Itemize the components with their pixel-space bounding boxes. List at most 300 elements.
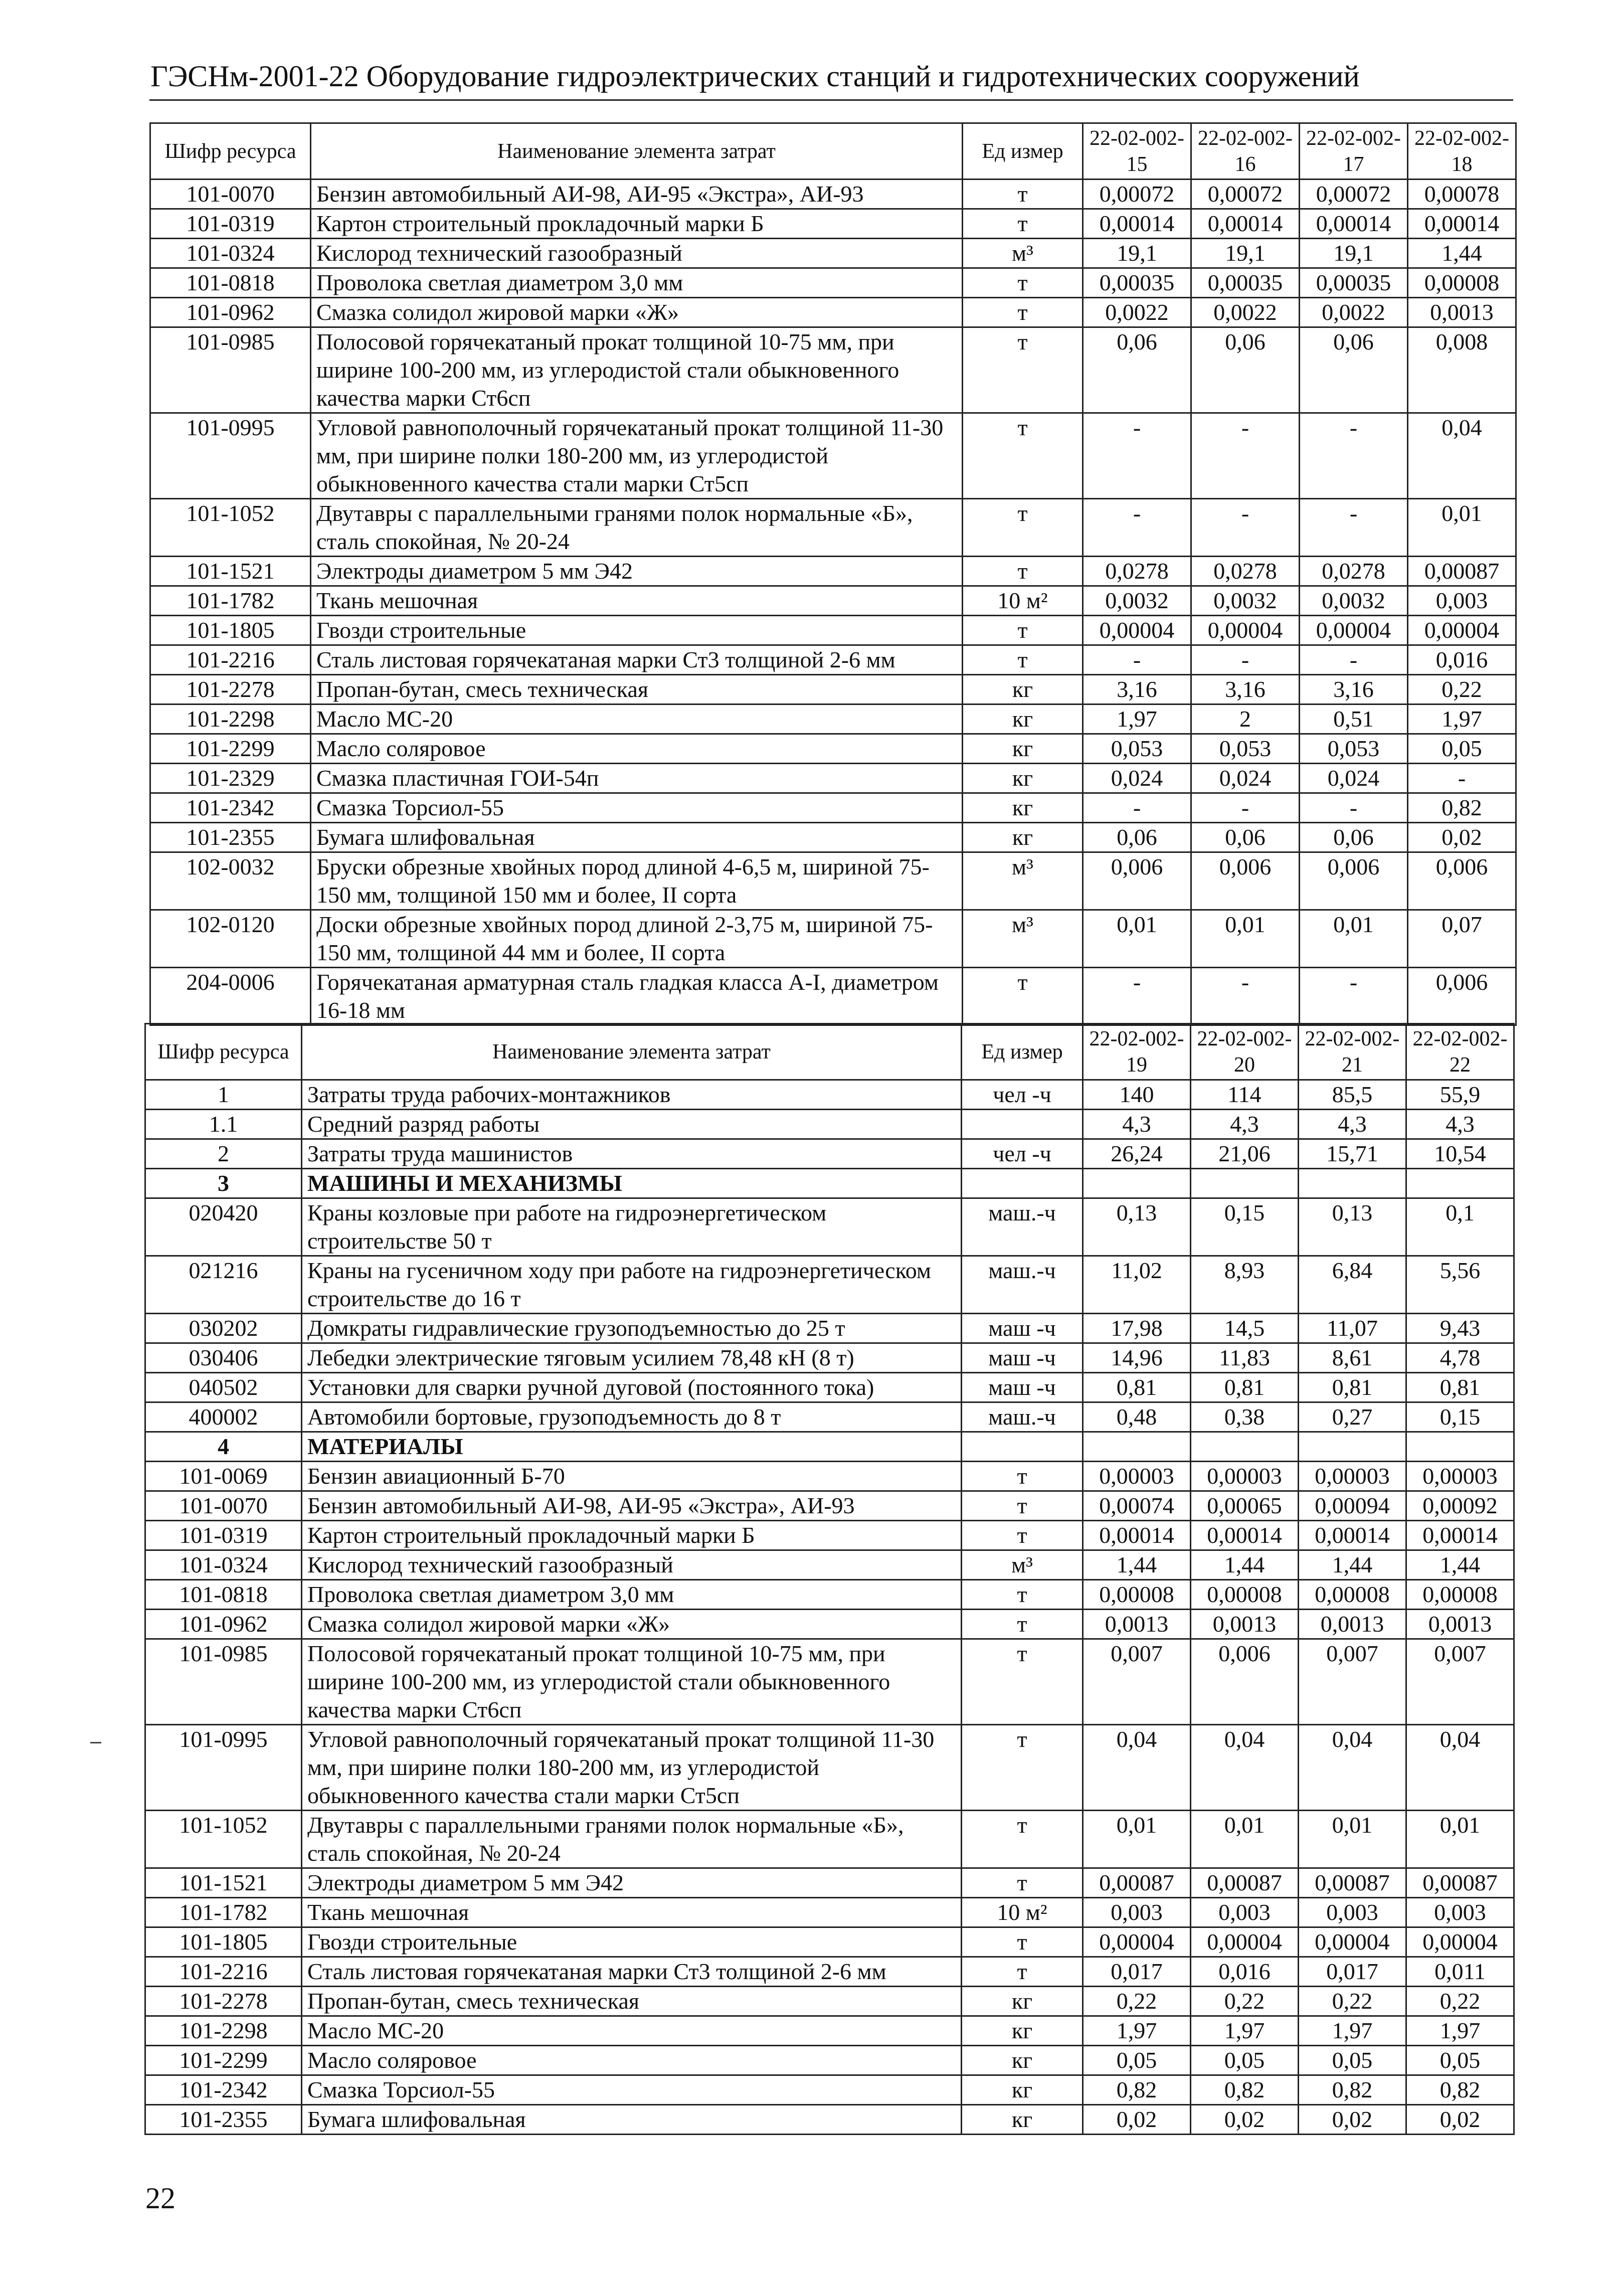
table-row	[145, 1927, 1514, 1957]
table-row	[145, 1314, 1514, 1343]
page-header: ГЭСНм-2001-22 Оборудование гидроэлектрических станций и гидротехнических сооружений	[150, 60, 1360, 93]
cell-value	[1083, 1169, 1191, 1198]
cell-value	[1299, 1432, 1406, 1462]
cell-code: 101-0995	[145, 1725, 302, 1811]
cell-value: 0,00092	[1406, 1491, 1514, 1521]
cell-code: 101-2329	[150, 764, 311, 793]
cell-unit: маш.-ч	[962, 1256, 1083, 1314]
cell-value: -	[1300, 499, 1408, 557]
cell-unit: т	[962, 1957, 1083, 1987]
cell-value: 0,81	[1083, 1373, 1191, 1402]
cell-value: 0,05	[1191, 2046, 1299, 2075]
table-row	[145, 1139, 1514, 1169]
header-col: 22-02-002-17	[1300, 123, 1408, 180]
cell-unit: т	[963, 298, 1083, 327]
cell-value: 0,0022	[1191, 298, 1300, 327]
cell-value: 0,81	[1406, 1373, 1514, 1402]
cell-unit: т	[963, 645, 1083, 675]
cell-value: 0,00087	[1408, 557, 1516, 586]
cell-value: 21,06	[1191, 1139, 1299, 1169]
cell-code: 101-2216	[145, 1957, 302, 1987]
cell-unit: 10 м²	[963, 586, 1083, 616]
cell-code: 102-0032	[150, 852, 311, 910]
cell-code: 4	[145, 1432, 302, 1462]
cell-name: Доски обрезные хвойных пород длиной 2-3,75 м, шириной 75-150 мм, толщиной 44 мм и более, II сорта	[311, 910, 963, 968]
cell-value: 0,00008	[1408, 268, 1516, 298]
cell-code: 102-0120	[150, 910, 311, 968]
table-row	[150, 298, 1516, 327]
cell-value	[1406, 1169, 1514, 1198]
cell-code: 3	[145, 1169, 302, 1198]
cell-name: Краны козловые при работе на гидроэнергетическом строительстве 50 т	[302, 1198, 962, 1256]
cell-value: 0,00072	[1083, 180, 1191, 209]
table-header-row	[145, 1024, 1514, 1080]
cell-name: Картон строительный прокладочный марки Б	[311, 209, 963, 239]
table-row	[150, 968, 1516, 1025]
cell-value	[1191, 1432, 1299, 1462]
table-row	[150, 327, 1516, 413]
table-row	[150, 239, 1516, 268]
cell-value: 0,22	[1191, 1987, 1299, 2016]
cell-value: 0,06	[1191, 327, 1300, 413]
cell-value: 0,27	[1299, 1402, 1406, 1432]
cell-name: Смазка солидол жировой марки «Ж»	[311, 298, 963, 327]
cell-value: 0,22	[1408, 675, 1516, 704]
cell-name: Автомобили бортовые, грузоподъемность до 8 т	[302, 1402, 962, 1432]
cell-value: 0,0278	[1083, 557, 1191, 586]
cell-value: 1,44	[1406, 1550, 1514, 1580]
cell-value: 0,00004	[1191, 1927, 1299, 1957]
cell-value: 0,15	[1406, 1402, 1514, 1432]
cell-code: 1	[145, 1080, 302, 1110]
cell-unit: маш.-ч	[962, 1402, 1083, 1432]
cell-value: 9,43	[1406, 1314, 1514, 1343]
cell-value: 0,05	[1299, 2046, 1406, 2075]
cell-name: Электроды диаметром 5 мм Э42	[302, 1868, 962, 1898]
cell-value: 0,00014	[1406, 1521, 1514, 1550]
cell-unit: т	[963, 268, 1083, 298]
header-col: 22-02-002-22	[1406, 1024, 1514, 1080]
table-row	[150, 616, 1516, 645]
cell-unit: м³	[963, 239, 1083, 268]
cell-code: 101-0818	[150, 268, 311, 298]
header-col: 22-02-002-20	[1191, 1024, 1299, 1080]
cell-value: 0,48	[1083, 1402, 1191, 1432]
cell-name: Горячекатаная арматурная сталь гладкая класса А-I, диаметром 16-18 мм	[311, 968, 963, 1025]
cell-code: 101-0319	[145, 1521, 302, 1550]
cell-value: 0,00004	[1408, 616, 1516, 645]
cell-unit: т	[962, 1639, 1083, 1725]
cell-value: 8,93	[1191, 1256, 1299, 1314]
cell-value: 0,007	[1083, 1639, 1191, 1725]
cell-value: 0,053	[1300, 734, 1408, 764]
cell-value: 0,06	[1191, 823, 1300, 852]
cell-value: 0,00003	[1406, 1462, 1514, 1491]
cell-value: 0,0013	[1191, 1610, 1299, 1639]
cell-code: 101-1782	[145, 1898, 302, 1927]
cell-value: 0,06	[1083, 327, 1191, 413]
table-row	[145, 1811, 1514, 1868]
header-rule	[149, 99, 1513, 101]
cell-value: 85,5	[1299, 1080, 1406, 1110]
cell-name: Кислород технический газообразный	[302, 1550, 962, 1580]
header-col: 22-02-002-18	[1408, 123, 1516, 180]
cell-value: 0,01	[1191, 1811, 1299, 1868]
cell-name: Смазка Торсиол-55	[302, 2075, 962, 2105]
cell-value: 0,02	[1408, 823, 1516, 852]
cell-value: 0,006	[1191, 852, 1300, 910]
table-row	[145, 1080, 1514, 1110]
table-row	[145, 1110, 1514, 1139]
table-row	[150, 180, 1516, 209]
cell-name: Пропан-бутан, смесь техническая	[311, 675, 963, 704]
header-col: 22-02-002-21	[1299, 1024, 1406, 1080]
cell-value: 0,00014	[1191, 1521, 1299, 1550]
header-col: 22-02-002-15	[1083, 123, 1191, 180]
cell-value: 14,5	[1191, 1314, 1299, 1343]
cell-code: 101-1521	[150, 557, 311, 586]
table-row	[150, 852, 1516, 910]
cell-value: 0,00065	[1191, 1491, 1299, 1521]
cell-value: 4,3	[1406, 1110, 1514, 1139]
cell-code: 101-0985	[145, 1639, 302, 1725]
cell-value: 0,007	[1299, 1639, 1406, 1725]
cell-value: 1,44	[1191, 1550, 1299, 1580]
cell-value: 0,00008	[1406, 1580, 1514, 1610]
cell-unit: чел -ч	[962, 1139, 1083, 1169]
cell-name: Бумага шлифовальная	[302, 2105, 962, 2135]
cell-unit: кг	[962, 2046, 1083, 2075]
cell-value: 0,016	[1191, 1957, 1299, 1987]
cell-value: 0,00008	[1191, 1580, 1299, 1610]
cell-value: 10,54	[1406, 1139, 1514, 1169]
cell-value: 0,00004	[1083, 616, 1191, 645]
cell-code: 030406	[145, 1343, 302, 1373]
cell-name: МАТЕРИАЛЫ	[302, 1432, 962, 1462]
cell-name: Сталь листовая горячекатаная марки Ст3 толщиной 2-6 мм	[302, 1957, 962, 1987]
cell-value: 0,22	[1406, 1987, 1514, 2016]
cell-value: 4,78	[1406, 1343, 1514, 1373]
cell-value: 0,82	[1408, 793, 1516, 823]
cell-value: 0,22	[1299, 1987, 1406, 2016]
cell-code: 101-1052	[145, 1811, 302, 1868]
cell-unit: кг	[962, 2016, 1083, 2046]
header-name: Наименование элемента затрат	[311, 123, 963, 180]
cell-value: 0,006	[1408, 852, 1516, 910]
cell-code: 101-2216	[150, 645, 311, 675]
page-number: 22	[145, 2182, 175, 2215]
cell-value: -	[1300, 413, 1408, 499]
cell-value: 0,00014	[1083, 1521, 1191, 1550]
cell-unit: кг	[963, 675, 1083, 704]
cell-code: 101-0324	[150, 239, 311, 268]
cell-value: 0,00008	[1083, 1580, 1191, 1610]
cell-value: 0,02	[1299, 2105, 1406, 2135]
cell-unit: т	[962, 1725, 1083, 1811]
cell-unit: маш -ч	[962, 1373, 1083, 1402]
cell-value: 0,0013	[1083, 1610, 1191, 1639]
cell-value: -	[1300, 968, 1408, 1025]
cell-code: 101-0995	[150, 413, 311, 499]
cell-code: 101-0962	[145, 1610, 302, 1639]
margin-mark	[90, 1742, 101, 1743]
table-body	[145, 1080, 1514, 2135]
cell-value: 4,3	[1299, 1110, 1406, 1139]
cell-value: 1,97	[1406, 2016, 1514, 2046]
cell-value: 0,00014	[1191, 209, 1300, 239]
table-header-row	[150, 123, 1516, 180]
cell-name: Масло МС-20	[302, 2016, 962, 2046]
cell-name: Гвозди строительные	[311, 616, 963, 645]
cell-value: 0,00087	[1191, 1868, 1299, 1898]
cell-value: 0,003	[1191, 1898, 1299, 1927]
cell-value: 0,04	[1406, 1725, 1514, 1811]
cell-value: -	[1083, 645, 1191, 675]
cell-value: 0,006	[1300, 852, 1408, 910]
cell-code: 101-2278	[150, 675, 311, 704]
table-row	[150, 764, 1516, 793]
table-row	[150, 413, 1516, 499]
cell-code: 021216	[145, 1256, 302, 1314]
cell-value: 0,00014	[1083, 209, 1191, 239]
cell-value: 0,00003	[1299, 1462, 1406, 1491]
cell-value: 0,0022	[1300, 298, 1408, 327]
cell-value: 0,0022	[1083, 298, 1191, 327]
table-row	[150, 645, 1516, 675]
cell-unit: т	[963, 557, 1083, 586]
cell-unit	[962, 1432, 1083, 1462]
cell-value: 0,017	[1299, 1957, 1406, 1987]
cell-value: 1,44	[1408, 239, 1516, 268]
cell-unit: маш -ч	[962, 1314, 1083, 1343]
cell-value: 0,01	[1083, 910, 1191, 968]
cell-code: 101-1521	[145, 1868, 302, 1898]
table-row	[150, 823, 1516, 852]
cell-value: 1,97	[1083, 704, 1191, 734]
cell-code: 101-0319	[150, 209, 311, 239]
cell-unit: кг	[963, 764, 1083, 793]
cell-value	[1191, 1169, 1299, 1198]
cell-value: 0,017	[1083, 1957, 1191, 1987]
table-row	[145, 1868, 1514, 1898]
cell-name: Масло соляровое	[311, 734, 963, 764]
cell-value: 0,00035	[1191, 268, 1300, 298]
cell-code: 400002	[145, 1402, 302, 1432]
table-row	[150, 704, 1516, 734]
cell-value: 19,1	[1191, 239, 1300, 268]
cell-code: 101-2278	[145, 1987, 302, 2016]
cell-code: 101-0962	[150, 298, 311, 327]
cell-unit: т	[963, 327, 1083, 413]
cell-value: 0,00004	[1406, 1927, 1514, 1957]
cell-value: 0,003	[1408, 586, 1516, 616]
cell-unit: т	[963, 413, 1083, 499]
cell-value: -	[1408, 764, 1516, 793]
cell-unit: т	[962, 1462, 1083, 1491]
cell-value: 0,22	[1083, 1987, 1191, 2016]
table-row	[145, 1198, 1514, 1256]
cell-code: 101-0324	[145, 1550, 302, 1580]
cell-value: 3,16	[1300, 675, 1408, 704]
cell-code: 204-0006	[150, 968, 311, 1025]
cell-value: 55,9	[1406, 1080, 1514, 1110]
table-row	[145, 1639, 1514, 1725]
table-row	[150, 268, 1516, 298]
cell-value: 0,003	[1083, 1898, 1191, 1927]
cell-value: -	[1191, 793, 1300, 823]
cell-value: -	[1191, 645, 1300, 675]
cell-value: 0,06	[1300, 327, 1408, 413]
cell-value: 0,007	[1406, 1639, 1514, 1725]
cell-unit: кг	[963, 823, 1083, 852]
cell-value: 5,56	[1406, 1256, 1514, 1314]
table-row	[145, 1610, 1514, 1639]
cell-value: 0,003	[1299, 1898, 1406, 1927]
cell-value: 17,98	[1083, 1314, 1191, 1343]
table-row	[150, 499, 1516, 557]
cell-unit: кг	[963, 734, 1083, 764]
cell-value: 11,07	[1299, 1314, 1406, 1343]
cell-value: -	[1191, 413, 1300, 499]
cell-value: 0,0032	[1083, 586, 1191, 616]
cell-value: 0,0278	[1191, 557, 1300, 586]
cell-value: 0,04	[1191, 1725, 1299, 1811]
cell-value: 0,00003	[1191, 1462, 1299, 1491]
cell-value: 0,82	[1191, 2075, 1299, 2105]
header-unit: Ед измер	[963, 123, 1083, 180]
cell-name: Краны на гусеничном ходу при работе на гидроэнергетическом строительстве до 16 т	[302, 1256, 962, 1314]
header-col: 22-02-002-19	[1083, 1024, 1191, 1080]
cell-unit: м³	[962, 1550, 1083, 1580]
cell-value: 6,84	[1299, 1256, 1406, 1314]
cell-value: -	[1191, 499, 1300, 557]
cell-value: 0,0032	[1191, 586, 1300, 616]
cell-code: 101-2342	[145, 2075, 302, 2105]
cell-name: МАШИНЫ И МЕХАНИЗМЫ	[302, 1169, 962, 1198]
cell-value: 19,1	[1300, 239, 1408, 268]
cell-value: 0,81	[1191, 1373, 1299, 1402]
table-row	[145, 2105, 1514, 2135]
cell-code: 020420	[145, 1198, 302, 1256]
table-row	[145, 2075, 1514, 2105]
cell-unit: т	[962, 1521, 1083, 1550]
cell-value: 0,00014	[1300, 209, 1408, 239]
cell-name: Средний разряд работы	[302, 1110, 962, 1139]
cell-unit: т	[963, 499, 1083, 557]
cell-value: 0,00072	[1191, 180, 1300, 209]
table-row	[145, 1491, 1514, 1521]
cell-value: 1,97	[1408, 704, 1516, 734]
table-row	[150, 734, 1516, 764]
cell-value: 0,01	[1299, 1811, 1406, 1868]
cell-value: 26,24	[1083, 1139, 1191, 1169]
cell-value: 0,00072	[1300, 180, 1408, 209]
cell-unit: т	[962, 1610, 1083, 1639]
cell-code: 101-0069	[145, 1462, 302, 1491]
table-row	[145, 1580, 1514, 1610]
cell-value: -	[1300, 645, 1408, 675]
cell-value: 0,04	[1083, 1725, 1191, 1811]
cell-code: 101-0985	[150, 327, 311, 413]
cell-unit: т	[962, 1580, 1083, 1610]
header-name: Наименование элемента затрат	[302, 1024, 962, 1080]
cell-value: 0,016	[1408, 645, 1516, 675]
cell-name: Проволока светлая диаметром 3,0 мм	[302, 1580, 962, 1610]
table-row	[145, 1462, 1514, 1491]
cell-code: 101-2355	[150, 823, 311, 852]
header-unit: Ед измер	[962, 1024, 1083, 1080]
cell-value: 0,00074	[1083, 1491, 1191, 1521]
cell-value: 0,0278	[1300, 557, 1408, 586]
cell-unit: маш -ч	[962, 1343, 1083, 1373]
table-row	[145, 1373, 1514, 1402]
cell-name: Угловой равнополочный горячекатаный прокат толщиной 11-30 мм, при ширине полки 180-200 мм, из углеродистой обыкновенного качества стали марки Ст5сп	[311, 413, 963, 499]
cell-value: 0,008	[1408, 327, 1516, 413]
table-row	[145, 1402, 1514, 1432]
cell-value: 0,82	[1299, 2075, 1406, 2105]
cell-value: 0,00004	[1300, 616, 1408, 645]
cell-value: 0,006	[1191, 1639, 1299, 1725]
cell-value: 0,1	[1406, 1198, 1514, 1256]
cell-value: 0,05	[1083, 2046, 1191, 2075]
cell-name: Смазка Торсиол-55	[311, 793, 963, 823]
cell-unit	[962, 1169, 1083, 1198]
cell-value: -	[1191, 968, 1300, 1025]
table-row	[145, 1343, 1514, 1373]
table-row	[145, 1987, 1514, 2016]
cell-value: 0,38	[1191, 1402, 1299, 1432]
cell-unit: кг	[963, 793, 1083, 823]
cell-name: Электроды диаметром 5 мм Э42	[311, 557, 963, 586]
table-row	[145, 1957, 1514, 1987]
cell-value: 0,00014	[1299, 1521, 1406, 1550]
cell-unit: кг	[962, 2105, 1083, 2135]
cell-code: 2	[145, 1139, 302, 1169]
resource-table-1	[149, 122, 1517, 1026]
cell-value: 0,02	[1083, 2105, 1191, 2135]
cell-value: 19,1	[1083, 239, 1191, 268]
cell-value: -	[1083, 499, 1191, 557]
cell-unit: т	[962, 1491, 1083, 1521]
cell-value: 0,02	[1191, 2105, 1299, 2135]
cell-name: Гвозди строительные	[302, 1927, 962, 1957]
cell-code: 101-2342	[150, 793, 311, 823]
cell-value: -	[1083, 793, 1191, 823]
cell-value: 0,15	[1191, 1198, 1299, 1256]
cell-unit: м³	[963, 910, 1083, 968]
table-row	[145, 2016, 1514, 2046]
cell-value: 0,00014	[1408, 209, 1516, 239]
cell-code: 101-2298	[145, 2016, 302, 2046]
cell-value	[1083, 1432, 1191, 1462]
cell-name: Ткань мешочная	[311, 586, 963, 616]
cell-value: 0,024	[1300, 764, 1408, 793]
cell-value: 0,82	[1083, 2075, 1191, 2105]
cell-name: Бруски обрезные хвойных пород длиной 4-6,5 м, шириной 75-150 мм, толщиной 150 мм и более, II сорта	[311, 852, 963, 910]
table-row	[150, 793, 1516, 823]
cell-unit: кг	[962, 2075, 1083, 2105]
cell-value: 1,44	[1299, 1550, 1406, 1580]
cell-value: 0,04	[1408, 413, 1516, 499]
cell-unit	[962, 1110, 1083, 1139]
cell-value: 15,71	[1299, 1139, 1406, 1169]
cell-value: 1,97	[1191, 2016, 1299, 2046]
cell-value: 4,3	[1191, 1110, 1299, 1139]
cell-value: -	[1083, 413, 1191, 499]
cell-name: Бумага шлифовальная	[311, 823, 963, 852]
cell-value: 0,006	[1083, 852, 1191, 910]
cell-code: 101-2355	[145, 2105, 302, 2135]
